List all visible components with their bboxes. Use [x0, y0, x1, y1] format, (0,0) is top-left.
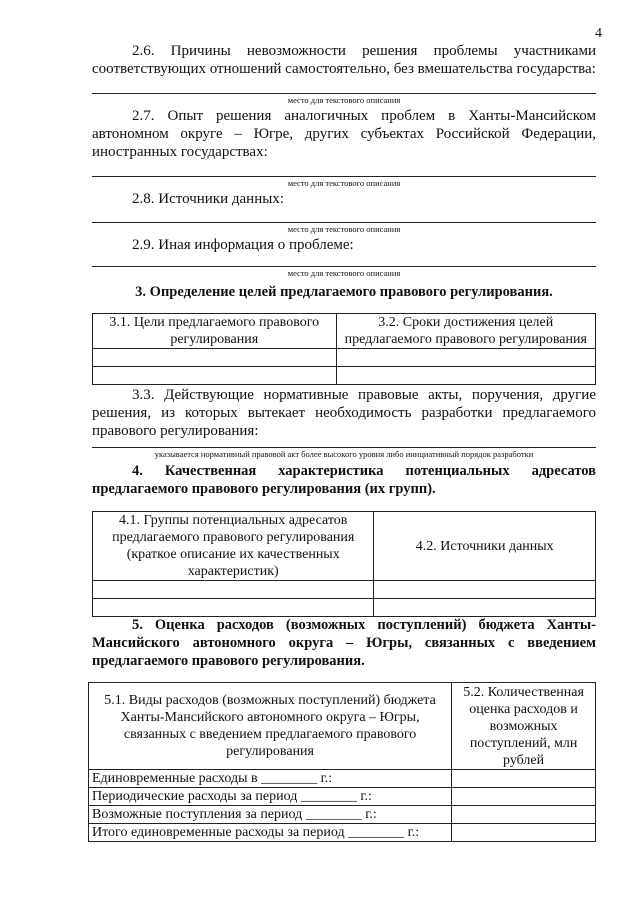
table-budget-value-cell[interactable]: [452, 806, 596, 824]
table-addressees: [92, 511, 596, 617]
table-addressees-header-1: 4.1. Группы потенциальных адресатов предлагаемого правового регулирования (краткое описание их качественных характеристик): [93, 512, 374, 581]
entry-line-2-9: [92, 266, 596, 267]
entry-line-2-6: [92, 93, 596, 94]
section-2-8: 2.8. Источники данных:: [132, 191, 284, 207]
caption-2-6: место для текстового описания: [287, 95, 401, 105]
table-goals-cell[interactable]: [336, 349, 595, 367]
table-budget-row-periodic: Периодические расходы за период ________ г.:: [89, 788, 452, 806]
table-budget-row-one-time: Единовременные расходы в ________ г.:: [89, 770, 452, 788]
table-addressees-header-2: 4.2. Источники данных: [374, 512, 596, 581]
section-2-9: 2.9. Иная информация о проблеме:: [132, 237, 354, 253]
table-goals-cell[interactable]: [93, 367, 337, 385]
table-goals: [92, 313, 596, 385]
table-budget-row-income: Возможные поступления за период ________ г.:: [89, 806, 452, 824]
table-budget-header-2: 5.2. Количественная оценка расходов и возможных поступлений, млн рублей: [452, 683, 596, 770]
caption-3-3: указывается нормативный правовой акт более высокого уровня либо инициативный порядок разработки: [154, 449, 534, 459]
entry-line-2-8: [92, 222, 596, 223]
table-addressees-cell[interactable]: [374, 599, 596, 617]
table-budget-header-1: 5.1. Виды расходов (возможных поступлений) бюджета Ханты-Мансийского автономного округа – Югры, связанных с введением предлагаемого правового регулирования: [89, 683, 452, 770]
table-goals-cell[interactable]: [93, 349, 337, 367]
heading-section-4: 4. Качественная характеристика потенциальных адресатов предлагаемого правового регулирования (их групп).: [92, 463, 596, 497]
page-number: 4: [595, 26, 602, 41]
entry-line-3-3: [92, 447, 596, 448]
caption-2-9: место для текстового описания: [287, 268, 401, 278]
heading-section-5: 5. Оценка расходов (возможных поступлений) бюджета Ханты-Мансийского автономного округа – Югры, связанных с введением предлагаемого правового регулирования.: [92, 617, 596, 669]
entry-line-2-7: [92, 176, 596, 177]
table-budget: [88, 682, 596, 842]
section-3-3: 3.3. Действующие нормативные правовые акты, поручения, другие решения, из которых вытекает необходимость разработки предлагаемого правового регулирования:: [92, 387, 596, 439]
table-addressees-cell[interactable]: [93, 599, 374, 617]
caption-2-7: место для текстового описания: [287, 178, 401, 188]
table-budget-value-cell[interactable]: [452, 770, 596, 788]
table-goals-header-1: 3.1. Цели предлагаемого правового регулирования: [93, 314, 337, 349]
table-budget-row-total: Итого единовременные расходы за период ________ г.:: [89, 824, 452, 842]
table-budget-value-cell[interactable]: [452, 788, 596, 806]
heading-section-3: 3. Определение целей предлагаемого правового регулирования.: [135, 284, 553, 300]
section-2-6: 2.6. Причины невозможности решения проблемы участниками соответствующих отношений самостоятельно, без вмешательства государства:: [92, 43, 596, 77]
table-goals-header-2: 3.2. Сроки достижения целей предлагаемого правового регулирования: [336, 314, 595, 349]
table-goals-cell[interactable]: [336, 367, 595, 385]
section-2-7: 2.7. Опыт решения аналогичных проблем в Ханты-Мансийском автономном округе – Югре, других субъектах Российской Федерации, иностранных государствах:: [92, 108, 596, 160]
table-budget-value-cell[interactable]: [452, 824, 596, 842]
table-addressees-cell[interactable]: [374, 581, 596, 599]
table-addressees-cell[interactable]: [93, 581, 374, 599]
caption-2-8: место для текстового описания: [287, 224, 401, 234]
